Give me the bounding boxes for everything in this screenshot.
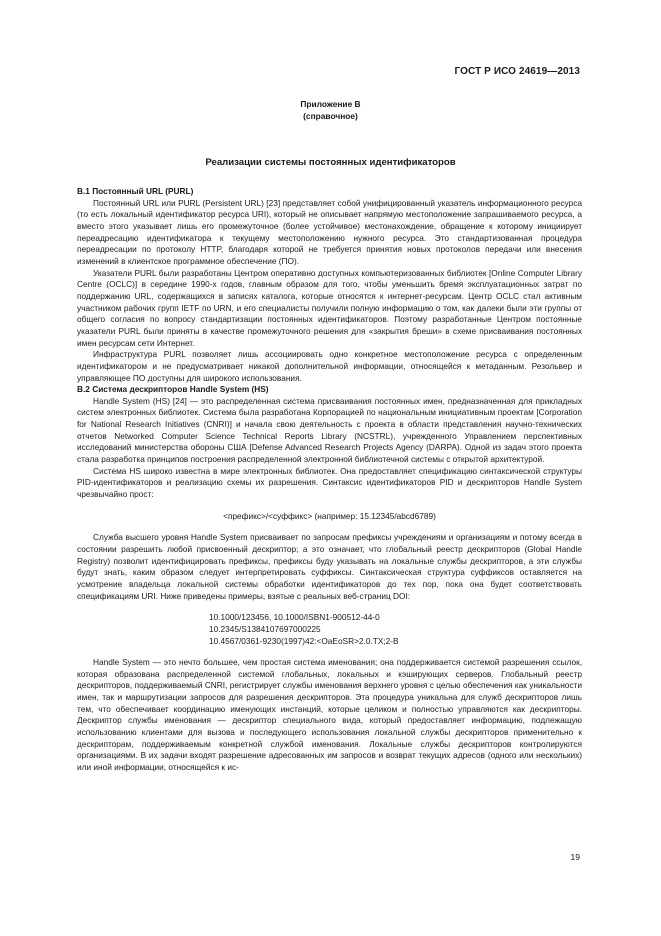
page-number: 19 xyxy=(570,852,580,862)
doi-examples xyxy=(209,612,582,647)
paragraph: Указатели PURL были разработаны Центром оперативно доступных компьютеризованных библиотек [Online Computer Library Centre (OCLC)] в середине 1990-х годов, главным образом для того, чтобы уменьшить бремя эксплуатационных затрат по поддержанию URL, содержащихся в записях каталога, которые относятся к интернет-ресурсам. Центр OCLC стал активным участником рабочих групп IETF по URN, и его специалисты получили полную информацию о том, как далеки были эти группы от общего согласия по вопросу стандартизации постоянных идентификаторов. Поэтому разработанные Центром постоянные указатели PURL были приняты в качестве промежуточного решения для «закрытия бреши» в схеме присваивания постоянных имен ресурсам сети Интернет. xyxy=(77,267,582,348)
paragraph: Постоянный URL или PURL (Persistent URL) [23] представляет собой унифицированный указатель информационного ресурса (то есть локальный идентификатор ресурса URI), который не описывает напрямую местоположение запрашиваемого ресурса, а вместо этого указывает лишь его промежуточное (более устойчивое) местонахождение, обращение к которому инициирует переадресацию идентификатора к текущему местоположению нужного ресурса. Это стандартизованная процедура переадресации по протоколу HTTP, благодаря которой не требуется принятия новых протоколов передачи или внесения изменений в клиентское программное обеспечение (ПО). xyxy=(77,197,582,266)
paragraph: Инфраструктура PURL позволяет лишь ассоциировать одно конкретное местоположение ресурса с определенным идентификатором и не предусматривает никакой дополнительной информации, относящейся к метаданным. Резольвер и управляющее ПО доступны для широкого использования. xyxy=(77,349,582,383)
appendix-label xyxy=(0,98,661,122)
doi-example: 10.2345/S1384107697000225 xyxy=(209,623,321,634)
paragraph: Служба высшего уровня Handle System присваивает по запросам префиксы учреждениям и организациям и потому всегда в состоянии разрешить любой присвоенный дескриптор; а это означает, что глобальный реестр дескрипторов (Global Handle Registry) позволит идентифицировать префиксы, префиксы буду указывать на локальные службы дескрипторов, а эти службы будут знать, каким образом следует интерпретировать суффиксы. Синтаксическая структура суффиксов оставляется на усмотрение владельца локальной системы обработки идентификаторов до тех пор, пока она будет соответствовать спецификациям URI. Ниже приведены примеры, взятые с реальных веб-страниц DOI: xyxy=(77,532,582,601)
page-title: Реализации системы постоянных идентификаторов xyxy=(205,157,456,168)
paragraph: Handle System (HS) [24] — это распределенная система присваивания постоянных имен, предназначенная для прикладных систем электронных библиотек. Система была разработана Корпорацией по национальным инициативным проектам [Corporation for National Research Initiatives (CNRI)] и начала свою деятельность с проекта в области представления научно-технических отчетов Networked Computer Science Technical Reports Library (NCSTRL), учрежденного Управлением перспективных исследований министерства обороны США [Defense Advanced Research Projects Agency (DARPA). Одной из задач этого проекта стала разработка принципов построения распределенной электронной библиотечной системы с открытой архитектурой. xyxy=(77,395,582,465)
appendix-title: Приложение В xyxy=(300,99,361,109)
doi-example: 10.4567/0361-9230(1997)42:<OaEoSR>2.0.TX;2-B xyxy=(209,635,399,646)
section-heading-b2: В.2 Система дескрипторов Handle System (HS) xyxy=(77,384,269,395)
document-header: ГОСТ Р ИСО 24619—2013 xyxy=(454,66,580,77)
doi-example: 10.1000/123456, 10.1000/ISBN1-900512-44-0 xyxy=(209,612,380,623)
paragraph: Система HS широко известна в мире электронных библиотек. Она предоставляет спецификацию синтаксической структуры PID-идентификаторов и реализацию схемы их разрешения. Синтаксис идентификаторов PID и дескрипторов Handle System чрезвычайно прост: xyxy=(77,465,582,500)
section-heading-b1: В.1 Постоянный URL (PURL) xyxy=(77,186,194,196)
appendix-type: (справочное) xyxy=(303,111,358,121)
body-text xyxy=(77,186,582,774)
syntax-example: <префикс>/<суффикс> (например: 15.12345/abcd6789) xyxy=(223,510,436,521)
paragraph: Handle System — это нечто большее, чем простая система именования; она поддерживается системой разрешения ссылок, которая образована распределенной системой глобальных, локальных и кэширующих серверов. Глобальный реестр дескрипторов, поддерживаемый CNRI, регистрирует службы именования верхнего уровня с целью обеспечения как уникальности имен, так и маршрутизации запросов для разрешения дескрипторов. Эта процедура уникальна для служб дескрипторов лишь тем, что обеспечивает координацию именующих инстанций, которые целиком и полностью управляются как дескрипторы. Дескриптор службы именования — дескриптор специального вида, который предоставляет информацию, подлежащую использованию клиентами для вызова и последующего использования локальной службы дескрипторов применительно к дескрипторам, поддерживаемым конкретной службой именования. Локальные службы дескрипторов контролируются организациями. В их задачи входят разрешение адресованных им запросов и возврат текущих адресов (одного или нескольких) или иной информации, относящейся к ис- xyxy=(77,657,582,772)
